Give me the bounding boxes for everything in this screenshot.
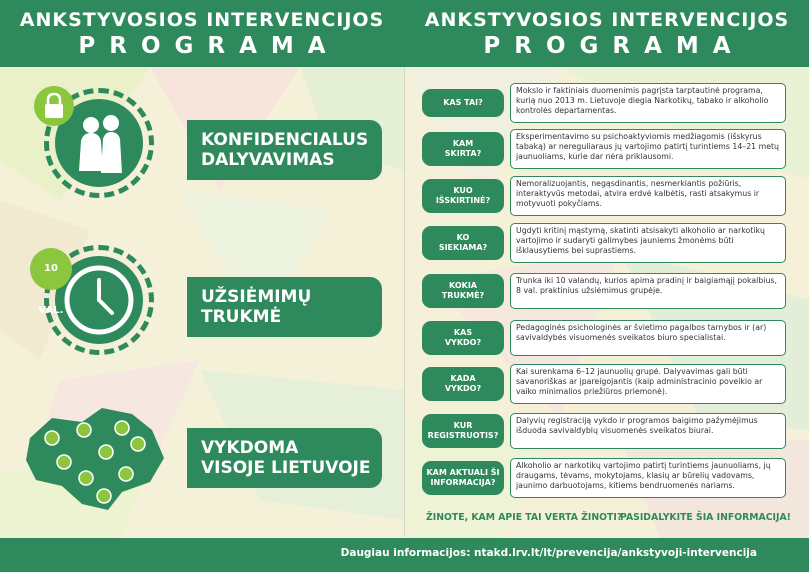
- header-title-left-line2: PROGRAMA: [78, 33, 340, 59]
- faq-question-line: VYKDO?: [444, 338, 482, 347]
- faq-question-line: KO: [456, 233, 470, 242]
- faq-question-line: KUR: [453, 421, 473, 430]
- faq-answer: Dalyvių registraciją vykdo ir programos baigimo pažymėjimus išduoda savivaldybių visuomenės sveikatos biurai.: [510, 413, 786, 449]
- label-confidential-line2: DALYVAVIMAS: [201, 150, 335, 170]
- faq-question: [422, 226, 504, 260]
- faq-question-line: KADA: [450, 374, 476, 383]
- center-divider: [404, 67, 405, 537]
- ten-hours-badge: 10 VAL.: [30, 248, 72, 290]
- header-title-left-line1: ANKSTYVOSIOS INTERVENCIJOS: [19, 9, 385, 31]
- faq-question: [422, 414, 504, 448]
- faq-question-line: INFORMACIJA?: [430, 478, 496, 487]
- faq-question-line: REGISTRUOTIS?: [427, 431, 499, 440]
- header-title-right-line2: PROGRAMA: [483, 33, 745, 59]
- faq-answer: Alkoholio ar narkotikų vartojimo patirtį turintiems jaunuoliams, jų draugams, tėvams, mokytojams, klasių ar būrelių vadovams, jaunimo darbuotojams, kitiems bendruomenės nariams.: [510, 458, 786, 498]
- faq-question-line: SIEKIAMA?: [438, 243, 488, 252]
- faq-question: [422, 274, 504, 308]
- faq-question: [422, 367, 504, 401]
- faq-question-line: IŠSKIRTINĖ?: [435, 196, 491, 205]
- faq-answer: Mokslo ir faktiniais duomenimis pagrįsta tarptautinė programa, kurią nuo 2013 m. Lietuvoje diegia Narkotikų, tabako ir alkoholio kontrolės departamentas.: [510, 83, 786, 123]
- know-question: ŽINOTE, KAM APIE TAI VERTA ŽINOTI?: [426, 512, 623, 523]
- lock-icon: [34, 86, 74, 126]
- faq-answer: Eksperimentavimo su psichoaktyviomis medžiagomis (išskyrus tabaką) ar nereguliaraus jų vartojimo patirtį turintiems 14–21 metų jaunuoliams, kurie dar nėra priklausomi.: [510, 129, 786, 169]
- label-duration-line2: TRUKMĖ: [201, 307, 282, 327]
- faq-question-line: KAM AKTUALI ŠI: [426, 468, 500, 477]
- faq-question-line: KAM: [452, 139, 474, 148]
- label-confidential-line1: KONFIDENCIALUS: [201, 130, 369, 150]
- faq-question: [422, 461, 504, 495]
- faq-question: [422, 89, 504, 117]
- faq-answer: Kai surenkama 6–12 jaunuolių grupė. Dalyvavimas gali būti savanoriškas ar įpareigojantis (kaip administracinio poveikio ar vaiko minimalios priežiūros priemonė).: [510, 364, 786, 404]
- faq-question-line: VYKDO?: [444, 384, 482, 393]
- faq-question-line: KOKIA: [448, 281, 477, 290]
- faq-question-line: KAS TAI?: [443, 98, 483, 107]
- faq-question: [422, 132, 504, 166]
- faq-answer: Nemoralizuojantis, negąsdinantis, nesmerkiantis požiūris, interaktyvūs metodai, atvira erdvė kalbėtis, rasti atsakymus ir motyvuoti pokyčiams.: [510, 176, 786, 216]
- faq-question-line: KAS: [453, 328, 473, 337]
- footer-bar: [0, 538, 809, 572]
- header-title-right-line1: ANKSTYVOSIOS INTERVENCIJOS: [424, 9, 790, 31]
- lock-badge: [34, 86, 74, 126]
- faq-answer: Ugdyti kritinį mąstymą, skatinti atsisakyti alkoholio ar narkotikų vartojimo ir sudaryti galimybes jauniems žmonėms būti išklausytiems bei suprastiems.: [510, 223, 786, 263]
- faq-answer: Trunka iki 10 valandų, kurios apima pradinį ir baigiamąjį pokalbius, 8 val. praktinius užsiėmimus grupėje.: [510, 273, 786, 309]
- label-confidential: [187, 120, 382, 180]
- label-duration-line1: UŽSIĖMIMŲ: [201, 287, 312, 307]
- label-duration: [187, 277, 382, 337]
- faq-question-line: TRUKMĖ?: [441, 291, 485, 300]
- label-nationwide-line1: VYKDOMA: [201, 438, 299, 458]
- faq-answer: Pedagoginės psichologinės ar švietimo pagalbos tarnybos ir (ar) savivaldybės visuomenės sveikatos biuro specialistai.: [510, 320, 786, 356]
- label-nationwide: [187, 428, 382, 488]
- footer-info-link[interactable]: Daugiau informacijos: ntakd.lrv.lt/lt/prevencija/ankstyvoji-intervencija: [340, 547, 757, 559]
- lithuania-map-icon: [22, 400, 172, 515]
- header-title-right: [405, 8, 809, 60]
- faq-question: [422, 179, 504, 213]
- header-title-left: [0, 8, 404, 60]
- faq-question-line: KUO: [453, 186, 473, 195]
- faq-question: [422, 321, 504, 355]
- share-prompt: PASIDALYKITE ŠIA INFORMACIJA!: [620, 512, 791, 523]
- faq-question-line: SKIRTA?: [444, 149, 482, 158]
- label-nationwide-line2: VISOJE LIETUVOJE: [201, 458, 371, 478]
